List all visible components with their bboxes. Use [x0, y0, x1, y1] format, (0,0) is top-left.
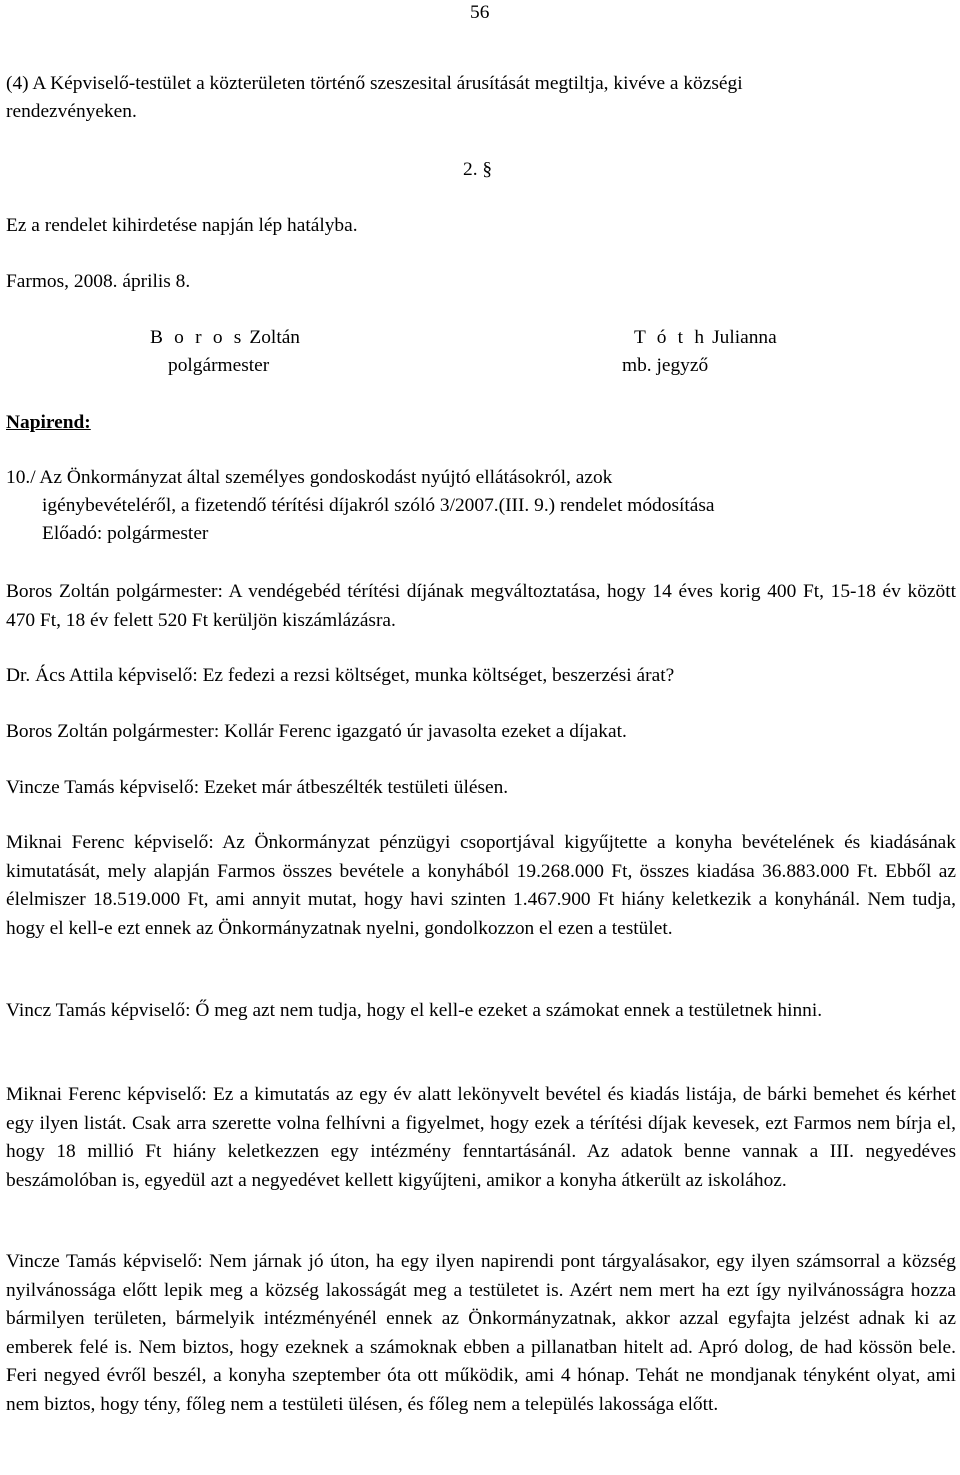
signature-right-title: mb. jegyző	[622, 355, 709, 376]
minutes-paragraph: Vincze Tamás képviselő: Nem járnak jó úton, ha egy ilyen napirendi pont tárgyalásakor, egy ilyen számsorral a község nyilvánossága előtt lepik meg a község lakosságát meg a testületet is. Azért nem mert ha ezt így nyilvánosságra hozza bármilyen területen, bármelyik intézményénél ennek az Önkormányzatnak, akkor azzal egyfajta jelzést adnak ki az emberek felé is. Nem biztos, hogy ezeknek a számoknak ebben a pillanatban hitelt ad. Apró dolog, de had kössön bele. Feri negyed évről beszél, a konyha szeptember óta ott működik, ami 4 hónap. Tehát ne mondjanak tényként olyat, ami nem biztos, hogy tény, főleg nem a testületi ülésen, és főleg nem a település lakossága előtt.	[6, 1251, 956, 1415]
signature-left-surname: B o r o s	[150, 327, 245, 348]
paragraph-4-line-1: (4) A Képviselő-testület a közterületen történő szeszesital árusítását megtiltja, kivéve a községi	[6, 73, 743, 94]
agenda-label: Napirend:	[6, 412, 91, 433]
minutes-paragraph: Miknai Ferenc képviselő: Ez a kimutatás az egy év alatt lekönyvelt bevétel és kiadás listája, de bárki bemehet és kérhet egy ilyen listát. Csak arra szerette volna felhívni a figyelmet, hogy ezek a térítési díjak kevesek, ezt Farmos nem bírja el, hogy 18 millió Ft hiány keletkezzen egy intézmény fenntartásánál. Az adatok benne vannak a III. negyedéves beszámolóban is, egyedül azt a negyedévet kellett kigyűjteni, amikor a konyha átkerült az iskolához.	[6, 1084, 956, 1191]
place-and-date: Farmos, 2008. április 8.	[6, 271, 191, 292]
agenda-item-line-2: igénybevételéről, a fizetendő térítési díjakról szóló 3/2007.(III. 9.) rendelet módosítása	[42, 495, 715, 516]
signature-right-name	[634, 327, 777, 349]
agenda-item-presenter: Előadó: polgármester	[42, 523, 209, 544]
signature-right-surname: T ó t h	[634, 327, 708, 348]
page-number: 56	[470, 2, 490, 23]
minutes-paragraph: Boros Zoltán polgármester: Kollár Ferenc igazgató úr javasolta ezeket a díjakat.	[6, 721, 627, 742]
minutes-paragraph: Dr. Ács Attila képviselő: Ez fedezi a rezsi költséget, munka költséget, beszerzési árat?	[6, 665, 675, 686]
signature-right-given-name: Julianna	[712, 327, 777, 348]
minutes-paragraph: Vincze Tamás képviselő: Ezeket már átbeszélték testületi ülésen.	[6, 777, 509, 798]
minutes-paragraph: Vincz Tamás képviselő: Ő meg azt nem tudja, hogy el kell-e ezeket a számokat ennek a testületnek hinni.	[6, 1000, 823, 1021]
effective-date-clause: Ez a rendelet kihirdetése napján lép hatályba.	[6, 215, 358, 236]
paragraph-4-line-2: rendezvényeken.	[6, 101, 137, 122]
signature-left-given-name: Zoltán	[249, 327, 301, 348]
agenda-item-line-1: 10./ Az Önkormányzat által személyes gondoskodást nyújtó ellátásokról, azok	[6, 467, 613, 488]
signature-left-title: polgármester	[168, 355, 270, 376]
signature-left-name	[150, 327, 300, 349]
minutes-paragraph: Miknai Ferenc képviselő: Az Önkormányzat pénzügyi csoportjával kigyűjtette a konyha bevételének és kiadásának kimutatását, mely alapján Farmos összes bevétele a konyhából 19.268.000 Ft, összes kiadása 36.883.000 Ft. Ebből az élelmiszer 18.519.000 Ft, ami annyit mutat, hogy havi szinten 1.467.900 Ft hiány keletkezik a konyhánál. Nem tudja, hogy el kell-e ezt ennek az Önkormányzatnak nyelni, gondolkozzon el ezen a testület.	[6, 832, 956, 939]
minutes-paragraph: Boros Zoltán polgármester: A vendégebéd térítési díjának megváltoztatása, hogy 14 éves korig 400 Ft, 15-18 év között 470 Ft, 18 év felett 520 Ft kerüljön kiszámlázásra.	[6, 581, 956, 631]
section-mark: 2. §	[463, 159, 493, 180]
